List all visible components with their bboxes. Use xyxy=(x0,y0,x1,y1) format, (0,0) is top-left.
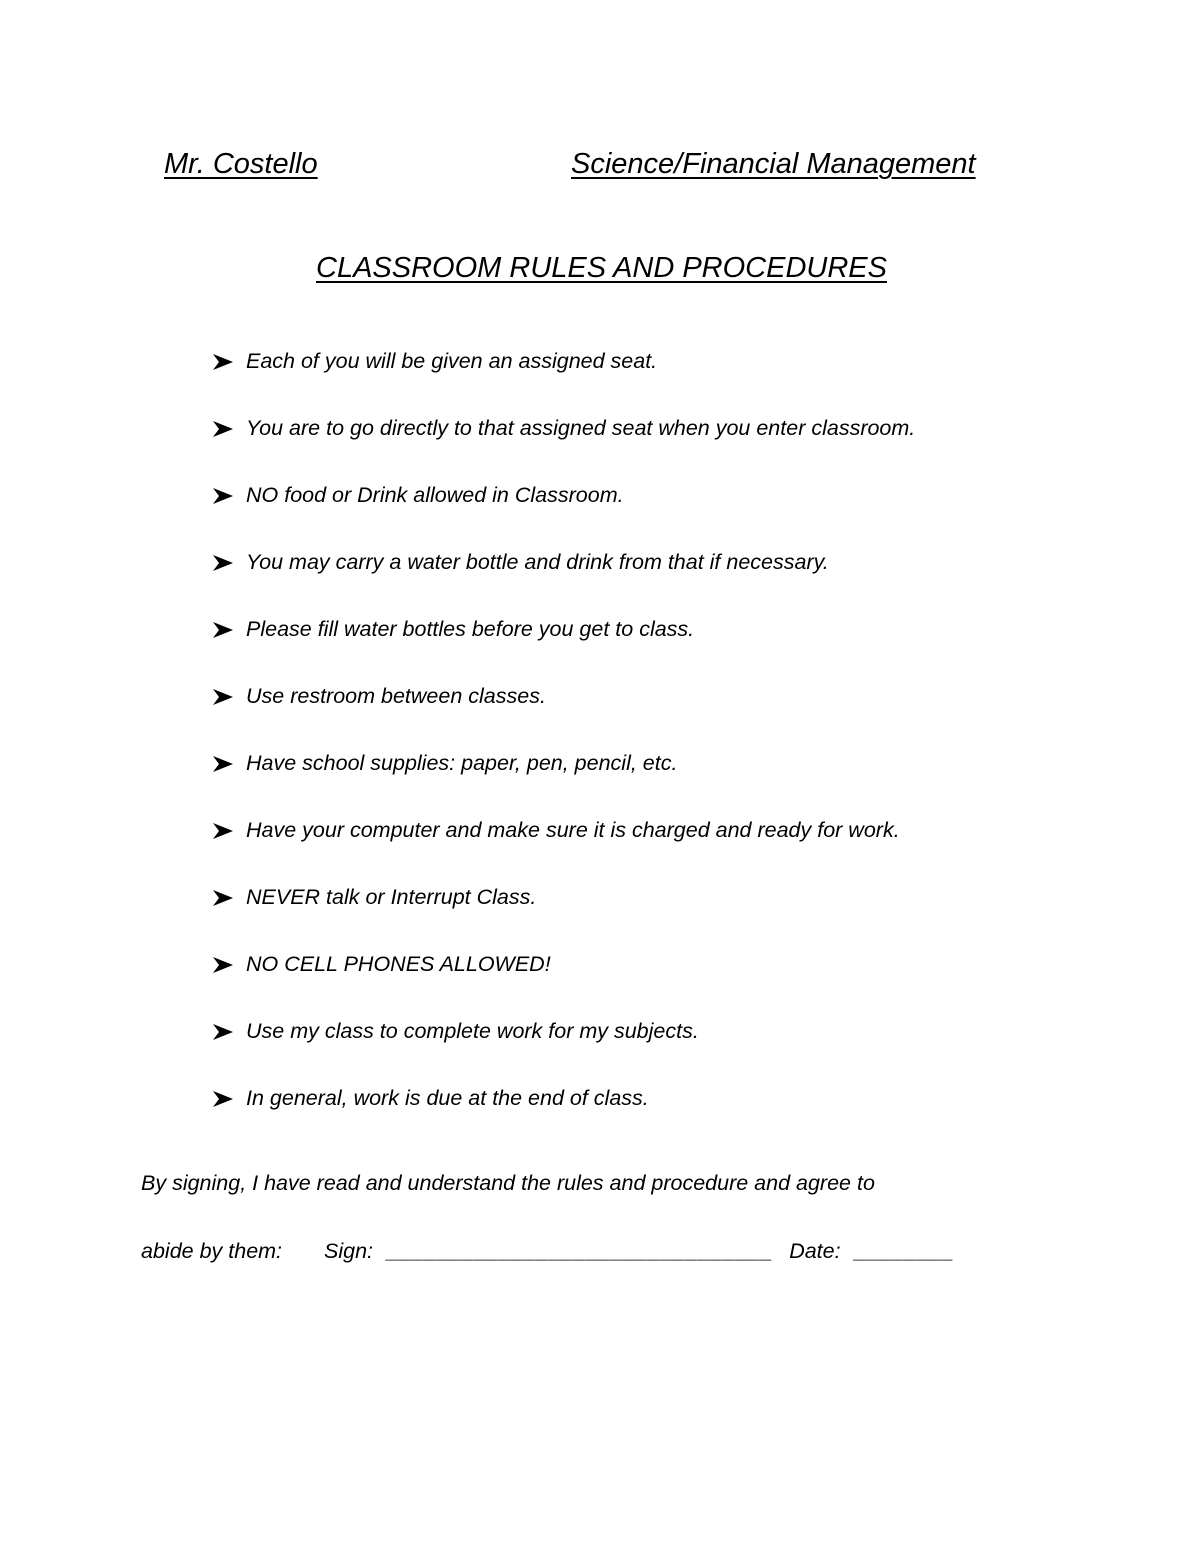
rule-text: NO food or Drink allowed in Classroom. xyxy=(246,483,624,507)
arrow-bullet-icon xyxy=(212,882,236,912)
arrow-bullet-icon xyxy=(212,346,236,376)
agreement-continuation: abide by them: xyxy=(141,1239,283,1263)
arrow-bullet-icon xyxy=(212,480,236,510)
rule-text: You are to go directly to that assigned seat when you enter classroom. xyxy=(246,416,916,440)
rule-text: Please fill water bottles before you get to class. xyxy=(246,617,695,641)
list-item xyxy=(212,882,915,949)
list-item xyxy=(212,748,915,815)
subject-name: Science/Financial Management xyxy=(571,148,976,180)
rule-text: NEVER talk or Interrupt Class. xyxy=(246,885,537,909)
rule-text: Have your computer and make sure it is charged and ready for work. xyxy=(246,818,900,842)
arrow-bullet-icon xyxy=(212,1016,236,1046)
arrow-bullet-icon xyxy=(212,815,236,845)
rule-text: Each of you will be given an assigned seat. xyxy=(246,349,658,373)
list-item xyxy=(212,681,915,748)
rule-text: NO CELL PHONES ALLOWED! xyxy=(246,952,551,976)
list-item xyxy=(212,1016,915,1083)
list-item xyxy=(212,949,915,1016)
rule-text: Have school supplies: paper, pen, pencil, etc. xyxy=(246,751,678,775)
rule-text: You may carry a water bottle and drink from that if necessary. xyxy=(246,550,829,574)
arrow-bullet-icon xyxy=(212,614,236,644)
signature-line xyxy=(141,1234,954,1268)
arrow-bullet-icon xyxy=(212,681,236,711)
arrow-bullet-icon xyxy=(212,413,236,443)
arrow-bullet-icon xyxy=(212,1083,236,1113)
signature-field[interactable]: _______________________________ xyxy=(387,1239,774,1263)
list-item xyxy=(212,547,915,614)
rule-text: In general, work is due at the end of class. xyxy=(246,1086,649,1110)
list-item xyxy=(212,346,915,413)
agreement-statement: By signing, I have read and understand the rules and procedure and agree to xyxy=(141,1171,875,1195)
arrow-bullet-icon xyxy=(212,748,236,778)
arrow-bullet-icon xyxy=(212,547,236,577)
list-item xyxy=(212,1083,915,1150)
rule-text: Use my class to complete work for my subjects. xyxy=(246,1019,699,1043)
list-item xyxy=(212,815,915,882)
teacher-name: Mr. Costello xyxy=(164,148,318,180)
sign-label: Sign: xyxy=(324,1239,374,1263)
date-field[interactable]: ________ xyxy=(854,1239,955,1263)
list-item xyxy=(212,480,915,547)
date-label: Date: xyxy=(789,1239,841,1263)
rule-text: Use restroom between classes. xyxy=(246,684,546,708)
list-item xyxy=(212,614,915,681)
rules-list xyxy=(212,346,915,1150)
page-title: CLASSROOM RULES AND PROCEDURES xyxy=(316,252,887,284)
arrow-bullet-icon xyxy=(212,949,236,979)
list-item xyxy=(212,413,915,480)
